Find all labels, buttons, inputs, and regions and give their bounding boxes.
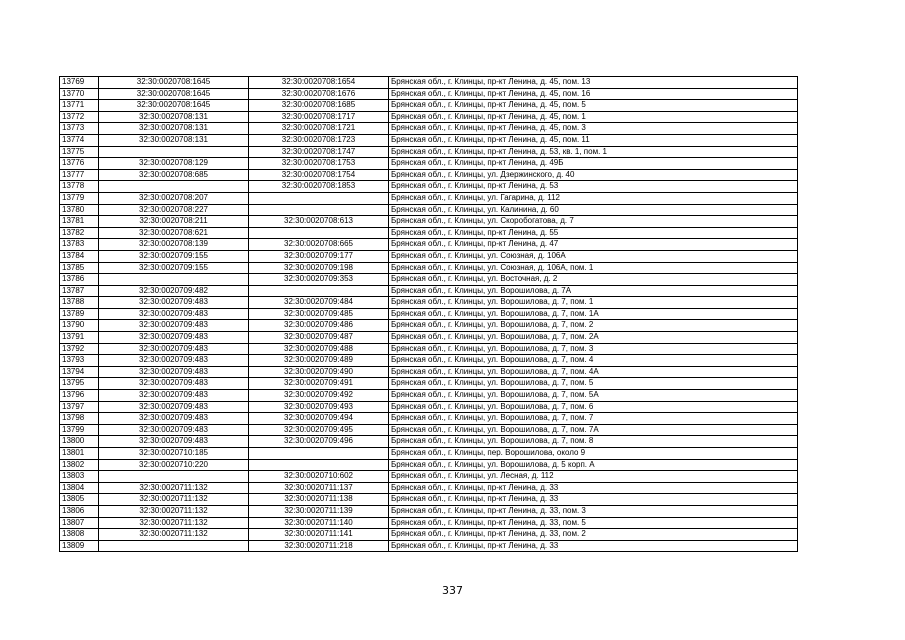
address-cell: Брянская обл., г. Клинцы, ул. Ворошилова, д. 7А xyxy=(389,285,798,297)
address-cell: Брянская обл., г. Клинцы, пр-кт Ленина, д. 53 xyxy=(389,181,798,193)
row-number-cell: 13789 xyxy=(60,308,99,320)
related-cadastral-number-cell: 32:30:0020709:495 xyxy=(249,424,389,436)
address-cell: Брянская обл., г. Клинцы, пр-кт Ленина, д. 45, пом. 1 xyxy=(389,111,798,123)
address-cell: Брянская обл., г. Клинцы, пр-кт Ленина, д. 53, кв. 1, пом. 1 xyxy=(389,146,798,158)
row-number-cell: 13791 xyxy=(60,332,99,344)
cadastral-number-cell xyxy=(99,540,249,552)
related-cadastral-number-cell: 32:30:0020708:1676 xyxy=(249,88,389,100)
related-cadastral-number-cell: 32:30:0020709:492 xyxy=(249,390,389,402)
row-number-cell: 13780 xyxy=(60,204,99,216)
address-cell: Брянская обл., г. Клинцы, ул. Восточная, д. 2 xyxy=(389,274,798,286)
row-number-cell: 13774 xyxy=(60,134,99,146)
row-number-cell: 13796 xyxy=(60,390,99,402)
address-cell: Брянская обл., г. Клинцы, ул. Гагарина, д. 112 xyxy=(389,192,798,204)
row-number-cell: 13779 xyxy=(60,192,99,204)
table-row xyxy=(60,540,798,552)
related-cadastral-number-cell xyxy=(249,192,389,204)
cadastral-number-cell xyxy=(99,274,249,286)
table-row xyxy=(60,285,798,297)
table-row xyxy=(60,355,798,367)
table-row xyxy=(60,401,798,413)
table-row xyxy=(60,192,798,204)
table-row xyxy=(60,262,798,274)
row-number-cell: 13800 xyxy=(60,436,99,448)
address-cell: Брянская обл., г. Клинцы, пр-кт Ленина, д. 33, пом. 3 xyxy=(389,505,798,517)
page-number: 337 xyxy=(442,584,463,597)
table-row xyxy=(60,459,798,471)
address-cell: Брянская обл., г. Клинцы, пр-кт Ленина, д. 45, пом. 13 xyxy=(389,77,798,89)
cadastral-number-cell: 32:30:0020708:131 xyxy=(99,134,249,146)
table-row xyxy=(60,239,798,251)
row-number-cell: 13799 xyxy=(60,424,99,436)
cadastral-number-cell: 32:30:0020708:211 xyxy=(99,216,249,228)
cadastral-number-cell: 32:30:0020710:185 xyxy=(99,448,249,460)
row-number-cell: 13802 xyxy=(60,459,99,471)
cadastral-number-cell: 32:30:0020709:483 xyxy=(99,343,249,355)
address-cell: Брянская обл., г. Клинцы, пр-кт Ленина, д. 33, пом. 5 xyxy=(389,517,798,529)
related-cadastral-number-cell: 32:30:0020708:1717 xyxy=(249,111,389,123)
cadastral-number-cell: 32:30:0020709:483 xyxy=(99,355,249,367)
table-row xyxy=(60,332,798,344)
cadastral-number-cell xyxy=(99,146,249,158)
cadastral-number-cell: 32:30:0020708:207 xyxy=(99,192,249,204)
cadastral-number-cell: 32:30:0020709:483 xyxy=(99,332,249,344)
cadastral-number-cell: 32:30:0020709:483 xyxy=(99,424,249,436)
row-number-cell: 13806 xyxy=(60,505,99,517)
related-cadastral-number-cell xyxy=(249,227,389,239)
row-number-cell: 13795 xyxy=(60,378,99,390)
row-number-cell: 13783 xyxy=(60,239,99,251)
cadastral-number-cell: 32:30:0020710:220 xyxy=(99,459,249,471)
related-cadastral-number-cell: 32:30:0020709:353 xyxy=(249,274,389,286)
table-row xyxy=(60,134,798,146)
row-number-cell: 13784 xyxy=(60,250,99,262)
table-row xyxy=(60,227,798,239)
related-cadastral-number-cell: 32:30:0020708:1853 xyxy=(249,181,389,193)
cadastral-number-cell: 32:30:0020709:483 xyxy=(99,366,249,378)
address-cell: Брянская обл., г. Клинцы, ул. Ворошилова, д. 7, пом. 5 xyxy=(389,378,798,390)
related-cadastral-number-cell: 32:30:0020711:140 xyxy=(249,517,389,529)
registry-table-body xyxy=(60,77,798,552)
row-number-cell: 13808 xyxy=(60,529,99,541)
related-cadastral-number-cell: 32:30:0020709:487 xyxy=(249,332,389,344)
row-number-cell: 13801 xyxy=(60,448,99,460)
row-number-cell: 13805 xyxy=(60,494,99,506)
cadastral-number-cell: 32:30:0020708:139 xyxy=(99,239,249,251)
address-cell: Брянская обл., г. Клинцы, пер. Ворошилова, около 9 xyxy=(389,448,798,460)
table-row xyxy=(60,320,798,332)
table-row xyxy=(60,169,798,181)
cadastral-number-cell: 32:30:0020709:483 xyxy=(99,308,249,320)
table-row xyxy=(60,88,798,100)
table-row xyxy=(60,378,798,390)
table-row xyxy=(60,204,798,216)
address-cell: Брянская обл., г. Клинцы, ул. Ворошилова, д. 5 корп. А xyxy=(389,459,798,471)
table-row xyxy=(60,297,798,309)
address-cell: Брянская обл., г. Клинцы, ул. Ворошилова, д. 7, пом. 4А xyxy=(389,366,798,378)
related-cadastral-number-cell: 32:30:0020708:613 xyxy=(249,216,389,228)
related-cadastral-number-cell: 32:30:0020708:1654 xyxy=(249,77,389,89)
cadastral-number-cell: 32:30:0020708:131 xyxy=(99,111,249,123)
related-cadastral-number-cell: 32:30:0020709:496 xyxy=(249,436,389,448)
table-row xyxy=(60,505,798,517)
table-row xyxy=(60,146,798,158)
address-cell: Брянская обл., г. Клинцы, пр-кт Ленина, д. 45, пом. 16 xyxy=(389,88,798,100)
address-cell: Брянская обл., г. Клинцы, ул. Ворошилова, д. 7, пом. 2 xyxy=(389,320,798,332)
related-cadastral-number-cell: 32:30:0020708:1754 xyxy=(249,169,389,181)
row-number-cell: 13788 xyxy=(60,297,99,309)
table-row xyxy=(60,529,798,541)
cadastral-number-cell: 32:30:0020708:227 xyxy=(99,204,249,216)
table-row xyxy=(60,181,798,193)
address-cell: Брянская обл., г. Клинцы, пр-кт Ленина, д. 49Б xyxy=(389,158,798,170)
related-cadastral-number-cell xyxy=(249,204,389,216)
address-cell: Брянская обл., г. Клинцы, пр-кт Ленина, д. 33, пом. 2 xyxy=(389,529,798,541)
address-cell: Брянская обл., г. Клинцы, ул. Лесная, д. 112 xyxy=(389,471,798,483)
cadastral-number-cell: 32:30:0020711:132 xyxy=(99,517,249,529)
row-number-cell: 13804 xyxy=(60,482,99,494)
address-cell: Брянская обл., г. Клинцы, пр-кт Ленина, д. 45, пом. 5 xyxy=(389,100,798,112)
cadastral-number-cell xyxy=(99,471,249,483)
cadastral-number-cell: 32:30:0020708:1645 xyxy=(99,100,249,112)
address-cell: Брянская обл., г. Клинцы, пр-кт Ленина, д. 33 xyxy=(389,482,798,494)
related-cadastral-number-cell: 32:30:0020711:141 xyxy=(249,529,389,541)
row-number-cell: 13781 xyxy=(60,216,99,228)
table-row xyxy=(60,471,798,483)
table-row xyxy=(60,216,798,228)
related-cadastral-number-cell xyxy=(249,459,389,471)
row-number-cell: 13771 xyxy=(60,100,99,112)
address-cell: Брянская обл., г. Клинцы, ул. Ворошилова, д. 7, пом. 2А xyxy=(389,332,798,344)
address-cell: Брянская обл., г. Клинцы, пр-кт Ленина, д. 33 xyxy=(389,540,798,552)
row-number-cell: 13773 xyxy=(60,123,99,135)
related-cadastral-number-cell: 32:30:0020709:177 xyxy=(249,250,389,262)
cadastral-number-cell: 32:30:0020709:483 xyxy=(99,413,249,425)
row-number-cell: 13787 xyxy=(60,285,99,297)
cadastral-number-cell: 32:30:0020711:132 xyxy=(99,529,249,541)
address-cell: Брянская обл., г. Клинцы, ул. Ворошилова, д. 7, пом. 1А xyxy=(389,308,798,320)
address-cell: Брянская обл., г. Клинцы, пр-кт Ленина, д. 45, пом. 11 xyxy=(389,134,798,146)
table-row xyxy=(60,274,798,286)
related-cadastral-number-cell: 32:30:0020709:486 xyxy=(249,320,389,332)
cadastral-number-cell: 32:30:0020708:131 xyxy=(99,123,249,135)
related-cadastral-number-cell: 32:30:0020708:1723 xyxy=(249,134,389,146)
table-row xyxy=(60,448,798,460)
cadastral-number-cell: 32:30:0020708:1645 xyxy=(99,88,249,100)
cadastral-number-cell: 32:30:0020709:483 xyxy=(99,390,249,402)
row-number-cell: 13792 xyxy=(60,343,99,355)
related-cadastral-number-cell: 32:30:0020709:484 xyxy=(249,297,389,309)
address-cell: Брянская обл., г. Клинцы, ул. Калинина, д. 60 xyxy=(389,204,798,216)
address-cell: Брянская обл., г. Клинцы, пр-кт Ленина, д. 33 xyxy=(389,494,798,506)
address-cell: Брянская обл., г. Клинцы, ул. Ворошилова, д. 7, пом. 6 xyxy=(389,401,798,413)
row-number-cell: 13769 xyxy=(60,77,99,89)
cadastral-number-cell: 32:30:0020709:155 xyxy=(99,250,249,262)
row-number-cell: 13778 xyxy=(60,181,99,193)
address-cell: Брянская обл., г. Клинцы, ул. Ворошилова, д. 7, пом. 5А xyxy=(389,390,798,402)
address-cell: Брянская обл., г. Клинцы, ул. Союзная, д. 106А xyxy=(389,250,798,262)
cadastral-number-cell: 32:30:0020709:483 xyxy=(99,436,249,448)
row-number-cell: 13785 xyxy=(60,262,99,274)
row-number-cell: 13786 xyxy=(60,274,99,286)
table-row xyxy=(60,158,798,170)
related-cadastral-number-cell: 32:30:0020709:485 xyxy=(249,308,389,320)
cadastral-number-cell: 32:30:0020709:483 xyxy=(99,297,249,309)
row-number-cell: 13775 xyxy=(60,146,99,158)
related-cadastral-number-cell: 32:30:0020709:489 xyxy=(249,355,389,367)
related-cadastral-number-cell: 32:30:0020709:490 xyxy=(249,366,389,378)
table-row xyxy=(60,111,798,123)
table-row xyxy=(60,366,798,378)
table-row xyxy=(60,436,798,448)
related-cadastral-number-cell: 32:30:0020708:1753 xyxy=(249,158,389,170)
cadastral-number-cell: 32:30:0020709:155 xyxy=(99,262,249,274)
row-number-cell: 13776 xyxy=(60,158,99,170)
row-number-cell: 13794 xyxy=(60,366,99,378)
address-cell: Брянская обл., г. Клинцы, пр-кт Ленина, д. 55 xyxy=(389,227,798,239)
table-row xyxy=(60,100,798,112)
cadastral-number-cell: 32:30:0020711:132 xyxy=(99,505,249,517)
row-number-cell: 13807 xyxy=(60,517,99,529)
row-number-cell: 13798 xyxy=(60,413,99,425)
address-cell: Брянская обл., г. Клинцы, ул. Ворошилова, д. 7, пом. 7А xyxy=(389,424,798,436)
registry-table xyxy=(59,76,798,552)
table-row xyxy=(60,424,798,436)
row-number-cell: 13770 xyxy=(60,88,99,100)
related-cadastral-number-cell: 32:30:0020709:493 xyxy=(249,401,389,413)
table-row xyxy=(60,413,798,425)
related-cadastral-number-cell: 32:30:0020708:1747 xyxy=(249,146,389,158)
table-row xyxy=(60,390,798,402)
row-number-cell: 13809 xyxy=(60,540,99,552)
table-row xyxy=(60,308,798,320)
cadastral-number-cell: 32:30:0020711:132 xyxy=(99,482,249,494)
cadastral-number-cell: 32:30:0020708:1645 xyxy=(99,77,249,89)
address-cell: Брянская обл., г. Клинцы, ул. Ворошилова, д. 7, пом. 8 xyxy=(389,436,798,448)
row-number-cell: 13777 xyxy=(60,169,99,181)
table-row xyxy=(60,517,798,529)
table-row xyxy=(60,123,798,135)
row-number-cell: 13782 xyxy=(60,227,99,239)
cadastral-number-cell: 32:30:0020709:482 xyxy=(99,285,249,297)
cadastral-number-cell: 32:30:0020709:483 xyxy=(99,401,249,413)
related-cadastral-number-cell: 32:30:0020708:1685 xyxy=(249,100,389,112)
related-cadastral-number-cell xyxy=(249,285,389,297)
address-cell: Брянская обл., г. Клинцы, ул. Ворошилова, д. 7, пом. 1 xyxy=(389,297,798,309)
related-cadastral-number-cell: 32:30:0020710:602 xyxy=(249,471,389,483)
address-cell: Брянская обл., г. Клинцы, ул. Ворошилова, д. 7, пом. 4 xyxy=(389,355,798,367)
related-cadastral-number-cell: 32:30:0020711:139 xyxy=(249,505,389,517)
related-cadastral-number-cell: 32:30:0020709:491 xyxy=(249,378,389,390)
address-cell: Брянская обл., г. Клинцы, пр-кт Ленина, д. 45, пом. 3 xyxy=(389,123,798,135)
address-cell: Брянская обл., г. Клинцы, ул. Дзержинского, д. 40 xyxy=(389,169,798,181)
cadastral-number-cell: 32:30:0020711:132 xyxy=(99,494,249,506)
cadastral-number-cell: 32:30:0020708:621 xyxy=(99,227,249,239)
address-cell: Брянская обл., г. Клинцы, ул. Скоробогатова, д. 7 xyxy=(389,216,798,228)
table-row xyxy=(60,250,798,262)
row-number-cell: 13772 xyxy=(60,111,99,123)
row-number-cell: 13793 xyxy=(60,355,99,367)
row-number-cell: 13790 xyxy=(60,320,99,332)
related-cadastral-number-cell: 32:30:0020711:138 xyxy=(249,494,389,506)
row-number-cell: 13803 xyxy=(60,471,99,483)
address-cell: Брянская обл., г. Клинцы, ул. Ворошилова, д. 7, пом. 3 xyxy=(389,343,798,355)
related-cadastral-number-cell xyxy=(249,448,389,460)
address-cell: Брянская обл., г. Клинцы, пр-кт Ленина, д. 47 xyxy=(389,239,798,251)
related-cadastral-number-cell: 32:30:0020711:137 xyxy=(249,482,389,494)
related-cadastral-number-cell: 32:30:0020711:218 xyxy=(249,540,389,552)
related-cadastral-number-cell: 32:30:0020709:488 xyxy=(249,343,389,355)
table-row xyxy=(60,77,798,89)
related-cadastral-number-cell: 32:30:0020709:198 xyxy=(249,262,389,274)
cadastral-number-cell: 32:30:0020708:129 xyxy=(99,158,249,170)
cadastral-number-cell: 32:30:0020709:483 xyxy=(99,378,249,390)
related-cadastral-number-cell: 32:30:0020708:665 xyxy=(249,239,389,251)
table-row xyxy=(60,343,798,355)
cadastral-number-cell xyxy=(99,181,249,193)
address-cell: Брянская обл., г. Клинцы, ул. Союзная, д. 106А, пом. 1 xyxy=(389,262,798,274)
related-cadastral-number-cell: 32:30:0020709:494 xyxy=(249,413,389,425)
row-number-cell: 13797 xyxy=(60,401,99,413)
cadastral-number-cell: 32:30:0020708:685 xyxy=(99,169,249,181)
cadastral-number-cell: 32:30:0020709:483 xyxy=(99,320,249,332)
table-row xyxy=(60,482,798,494)
table-row xyxy=(60,494,798,506)
related-cadastral-number-cell: 32:30:0020708:1721 xyxy=(249,123,389,135)
address-cell: Брянская обл., г. Клинцы, ул. Ворошилова, д. 7, пом. 7 xyxy=(389,413,798,425)
